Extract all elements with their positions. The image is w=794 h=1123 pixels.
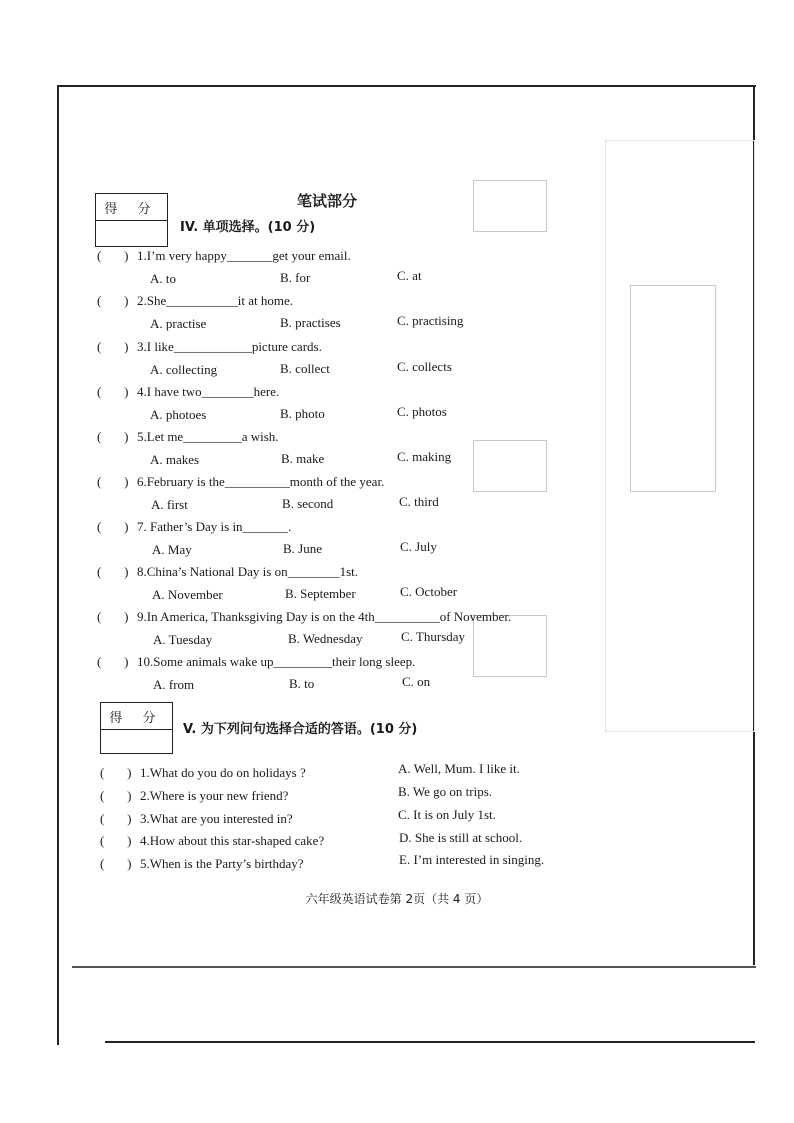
q6-option-b: B. second xyxy=(282,496,334,511)
question-3: ( ) 3.I like____________picture cards. xyxy=(97,339,322,354)
q3-option-b: B. collect xyxy=(280,361,330,376)
match-question-5: ( ) 5.When is the Party’s birthday? xyxy=(100,856,304,871)
question-7: ( ) 7. Father’s Day is in_______. xyxy=(97,519,292,534)
section-header: 笔试部分 xyxy=(297,192,358,210)
question-1: ( ) 1.I’m very happy_______get your email. xyxy=(97,248,351,263)
match-question-4: ( ) 4.How about this star-shaped cake? xyxy=(100,833,325,848)
question-2: ( ) 2.She___________it at home. xyxy=(97,293,293,308)
q2-option-b: B. practises xyxy=(280,315,341,330)
question-10: ( ) 10.Some animals wake up_________their long sleep. xyxy=(97,654,416,669)
score-label: 得 分 xyxy=(101,703,172,730)
q5-option-c: C. making xyxy=(397,449,452,464)
q9-option-c: C. Thursday xyxy=(401,629,466,644)
match-answer-e: E. I’m interested in singing. xyxy=(399,852,545,867)
q7-option-a: A. May xyxy=(152,542,192,557)
q2-option-c: C. practising xyxy=(397,313,464,328)
q1-option-b: B. for xyxy=(280,270,311,285)
match-question-3: ( ) 3.What are you interested in? xyxy=(100,811,293,826)
score-box-part4 xyxy=(95,193,168,247)
q9-option-a: A. Tuesday xyxy=(153,632,213,647)
question-9: ( ) 9.In America, Thanksgiving Day is on the 4th__________of November. xyxy=(97,609,512,624)
q3-option-c: C. collects xyxy=(397,359,452,374)
bleed-score-box xyxy=(473,180,547,232)
q8-option-b: B. September xyxy=(285,586,356,601)
q5-option-a: A. makes xyxy=(150,452,200,467)
bleed-score-box xyxy=(473,440,547,492)
page-footer: 六年级英语试卷第 2页（共 4 页） xyxy=(305,892,489,906)
match-question-2: ( ) 2.Where is your new friend? xyxy=(100,788,289,803)
match-question-1: ( ) 1.What do you do on holidays ? xyxy=(100,765,306,780)
q1-option-a: A. to xyxy=(150,271,176,286)
bleed-content-box xyxy=(605,140,755,732)
score-box-part5 xyxy=(100,702,173,754)
q6-option-c: C. third xyxy=(399,494,439,509)
q8-option-a: A. November xyxy=(152,587,223,602)
scan-top-edge xyxy=(58,85,756,87)
match-answer-a: A. Well, Mum. I like it. xyxy=(398,761,520,776)
q10-option-b: B. to xyxy=(289,676,315,691)
bleed-text xyxy=(390,520,391,521)
q5-option-b: B. make xyxy=(281,451,325,466)
q4-option-a: A. photoes xyxy=(150,407,207,422)
q1-option-c: C. at xyxy=(397,268,422,283)
q7-option-c: C. July xyxy=(400,539,437,554)
question-4: ( ) 4.I have two________here. xyxy=(97,384,280,399)
part5-heading: V. 为下列问句选择合适的答语。(10 分) xyxy=(183,722,418,737)
q10-option-a: A. from xyxy=(153,677,195,692)
question-6: ( ) 6.February is the__________month of the year. xyxy=(97,474,385,489)
match-answer-c: C. It is on July 1st. xyxy=(398,807,496,822)
score-label: 得 分 xyxy=(96,194,167,221)
match-answer-d: D. She is still at school. xyxy=(399,830,523,845)
q10-option-c: C. on xyxy=(402,674,431,689)
q8-option-c: C. October xyxy=(400,584,458,599)
question-8: ( ) 8.China’s National Day is on________1st. xyxy=(97,564,358,579)
q4-option-c: C. photos xyxy=(397,404,447,419)
q4-option-b: B. photo xyxy=(280,406,325,421)
q6-option-a: A. first xyxy=(151,497,188,512)
q9-option-b: B. Wednesday xyxy=(288,631,363,646)
q7-option-b: B. June xyxy=(283,541,322,556)
scan-fold-line xyxy=(72,966,756,968)
match-answer-b: B. We go on trips. xyxy=(398,784,493,799)
part4-heading: IV. 单项选择。(10 分) xyxy=(180,220,316,235)
question-5: ( ) 5.Let me_________a wish. xyxy=(97,429,279,444)
q2-option-a: A. practise xyxy=(150,316,207,331)
q3-option-a: A. collecting xyxy=(150,362,218,377)
scan-bottom-edge xyxy=(105,1041,755,1043)
